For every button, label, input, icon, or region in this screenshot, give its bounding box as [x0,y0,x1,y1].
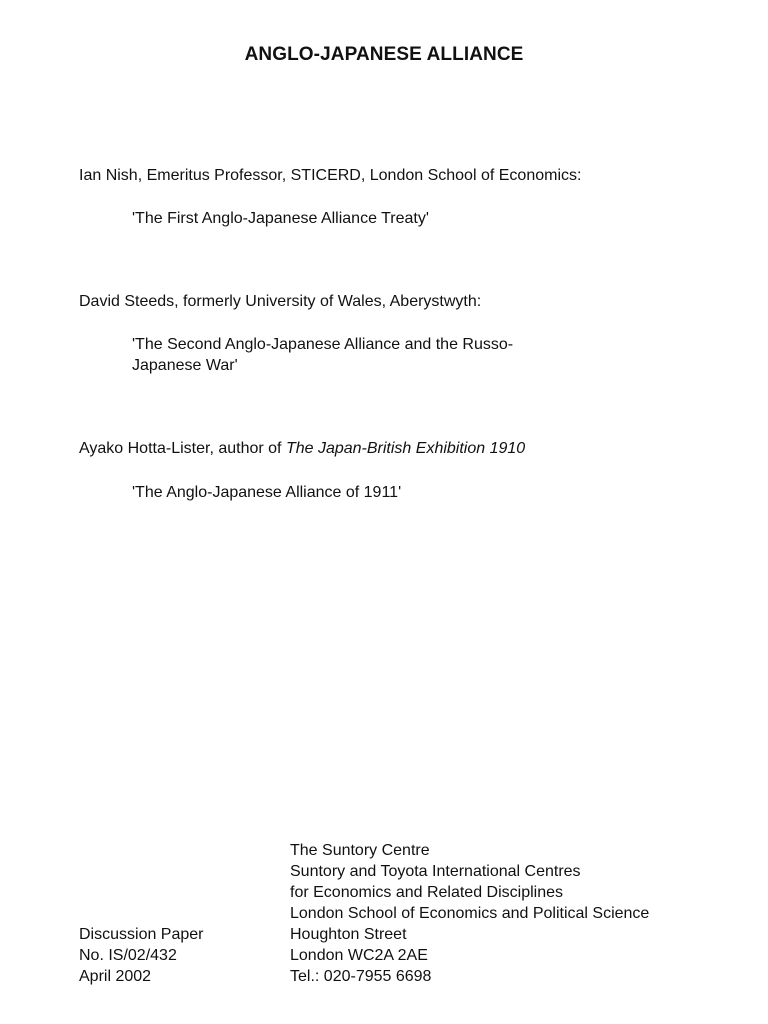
address-line: Suntory and Toyota International Centres [290,863,581,880]
paper-title-line: Japanese War' [132,357,238,374]
address-line: Houghton Street [290,926,407,943]
institution-address [290,840,730,987]
document-title: ANGLO-JAPANESE ALLIANCE [244,44,524,65]
footer-left-line: Discussion Paper [79,926,204,943]
address-line: for Economics and Related Disciplines [290,884,564,901]
entry-author-nish: Ian Nish, Emeritus Professor, STICERD, London School of Economics: [79,167,582,184]
footer-left-line: No. IS/02/432 [79,947,177,964]
address-line: Tel.: 020-7955 6698 [290,968,432,985]
discussion-paper-info [79,924,279,987]
address-line: London WC2A 2AE [290,947,428,964]
entry-paper-title-second-alliance [132,334,592,376]
paper-title-line: 'The Second Anglo-Japanese Alliance and the Russo- [132,336,514,353]
entry-paper-title-first-treaty: 'The First Anglo-Japanese Alliance Treaty' [132,210,429,227]
address-line: London School of Economics and Political Science [290,905,650,922]
entry-author-steeds: David Steeds, formerly University of Wales, Aberystwyth: [79,293,482,310]
footer-left-line: April 2002 [79,968,152,985]
book-title: The Japan-British Exhibition 1910 [285,440,526,457]
entry-paper-title-1911-alliance: 'The Anglo-Japanese Alliance of 1911' [132,484,402,501]
author-description: Ayako Hotta-Lister, author of [79,440,286,457]
entry-author-hotta-lister [79,438,719,459]
address-line: The Suntory Centre [290,842,430,859]
